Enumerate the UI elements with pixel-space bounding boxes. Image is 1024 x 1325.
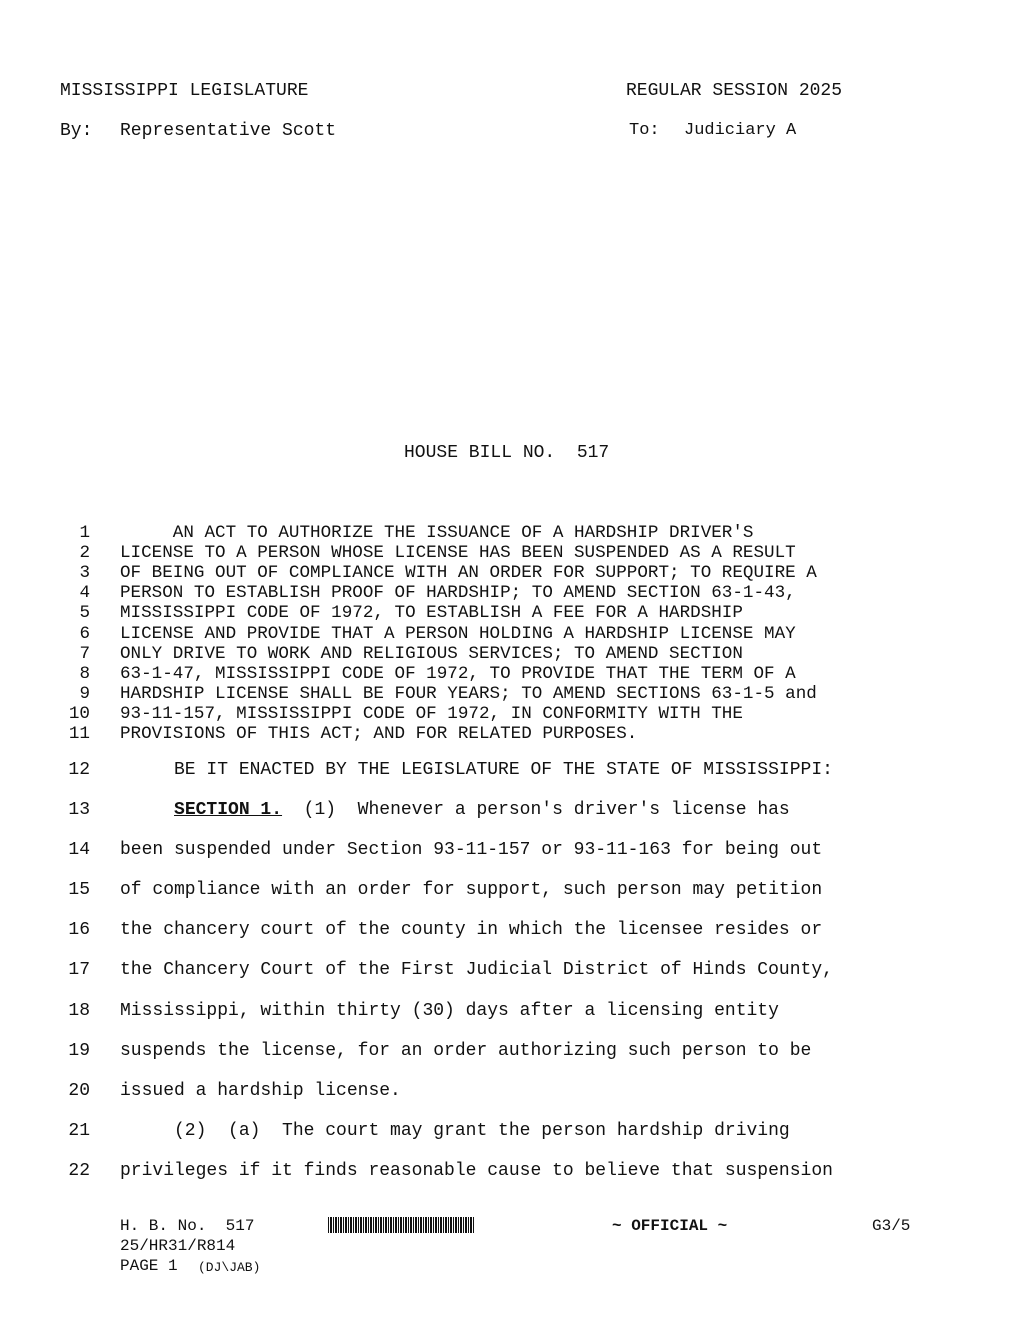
body-text-line: privileges if it finds reasonable cause to believe that suspension bbox=[120, 1161, 833, 1182]
act-title-line: 93-11-157, MISSISSIPPI CODE OF 1972, IN CONFORMITY WITH THE bbox=[120, 703, 743, 724]
line-number: 5 bbox=[79, 603, 90, 624]
line-number: 6 bbox=[79, 623, 90, 644]
act-title-line: 63-1-47, MISSISSIPPI CODE OF 1972, TO PROVIDE THAT THE TERM OF A bbox=[120, 663, 796, 684]
bill-title: HOUSE BILL NO. 517 bbox=[404, 443, 610, 463]
line-number: 9 bbox=[79, 683, 90, 704]
line-number: 12 bbox=[68, 760, 90, 780]
line-number: 21 bbox=[68, 1121, 90, 1142]
body-text-line: Mississippi, within thirty (30) days after a licensing entity bbox=[120, 1000, 779, 1021]
line-number: 15 bbox=[68, 880, 90, 901]
footer-code: G3/5 bbox=[872, 1217, 911, 1235]
line-number: 17 bbox=[68, 960, 90, 981]
body-text-line: the Chancery Court of the First Judicial District of Hinds County, bbox=[120, 960, 833, 981]
line-number: 3 bbox=[79, 563, 90, 584]
sponsor-label: By: bbox=[60, 121, 93, 141]
body-text-line: the chancery court of the county in which the licensee resides or bbox=[120, 920, 823, 941]
act-title-line: ONLY DRIVE TO WORK AND RELIGIOUS SERVICES; TO AMEND SECTION bbox=[120, 643, 743, 664]
act-title-line: MISSISSIPPI CODE OF 1972, TO ESTABLISH A FEE FOR A HARDSHIP bbox=[120, 603, 743, 624]
sponsor-name: Representative Scott bbox=[120, 121, 337, 141]
line-number: 11 bbox=[68, 724, 90, 744]
line-number: 14 bbox=[68, 840, 90, 860]
line-number: 8 bbox=[79, 663, 90, 684]
section-1-heading: SECTION 1. bbox=[174, 800, 283, 820]
act-title-line: HARDSHIP LICENSE SHALL BE FOUR YEARS; TO AMEND SECTIONS 63-1-5 and bbox=[120, 683, 817, 704]
act-title-line: PERSON TO ESTABLISH PROOF OF HARDSHIP; TO AMEND SECTION 63-1-43, bbox=[120, 583, 796, 604]
line-number: 10 bbox=[68, 703, 90, 724]
act-title-line: LICENSE AND PROVIDE THAT A PERSON HOLDING A HARDSHIP LICENSE MAY bbox=[120, 623, 796, 644]
legislature-name: MISSISSIPPI LEGISLATURE bbox=[60, 81, 309, 101]
act-title-line: OF BEING OUT OF COMPLIANCE WITH AN ORDER FOR SUPPORT; TO REQUIRE A bbox=[120, 563, 817, 584]
enacting-clause: BE IT ENACTED BY THE LEGISLATURE OF THE STATE OF MISSISSIPPI: bbox=[120, 760, 833, 780]
line-number: 4 bbox=[79, 583, 90, 604]
section-1-line bbox=[120, 800, 790, 820]
body-text-line: been suspended under Section 93-11-157 or 93-11-163 for being out bbox=[120, 840, 823, 860]
section-indent bbox=[120, 800, 174, 820]
footer-bill-number: H. B. No. 517 bbox=[120, 1217, 255, 1235]
section-1-text: (1) Whenever a person's driver's license has bbox=[282, 800, 790, 820]
body-text-line: issued a hardship license. bbox=[120, 1080, 401, 1101]
footer-page: PAGE 1 bbox=[120, 1257, 178, 1275]
barcode-image bbox=[328, 1217, 474, 1233]
act-title-line: PROVISIONS OF THIS ACT; AND FOR RELATED PURPOSES. bbox=[120, 724, 638, 744]
act-title-line: AN ACT TO AUTHORIZE THE ISSUANCE OF A HARDSHIP DRIVER'S bbox=[120, 523, 754, 543]
line-number: 22 bbox=[68, 1161, 90, 1182]
official-label: ~ OFFICIAL ~ bbox=[612, 1217, 728, 1235]
footer-initials: (DJ\JAB) bbox=[198, 1260, 261, 1275]
line-number: 20 bbox=[68, 1080, 90, 1101]
committee-name: Judiciary A bbox=[684, 121, 797, 140]
footer-docket: 25/HR31/R814 bbox=[120, 1237, 236, 1255]
line-number: 7 bbox=[79, 643, 90, 664]
line-number: 18 bbox=[68, 1000, 90, 1021]
line-number: 2 bbox=[79, 543, 90, 564]
body-text-line: of compliance with an order for support, such person may petition bbox=[120, 880, 823, 901]
body-text-line: (2) (a) The court may grant the person hardship driving bbox=[120, 1121, 790, 1142]
session-label: REGULAR SESSION 2025 bbox=[626, 81, 843, 101]
line-number: 1 bbox=[79, 523, 90, 543]
line-number: 13 bbox=[68, 800, 90, 820]
body-text-line: suspends the license, for an order authorizing such person to be bbox=[120, 1040, 812, 1061]
committee-label: To: bbox=[629, 121, 660, 140]
line-number: 19 bbox=[68, 1040, 90, 1061]
line-number: 16 bbox=[68, 920, 90, 941]
act-title-line: LICENSE TO A PERSON WHOSE LICENSE HAS BEEN SUSPENDED AS A RESULT bbox=[120, 543, 796, 564]
